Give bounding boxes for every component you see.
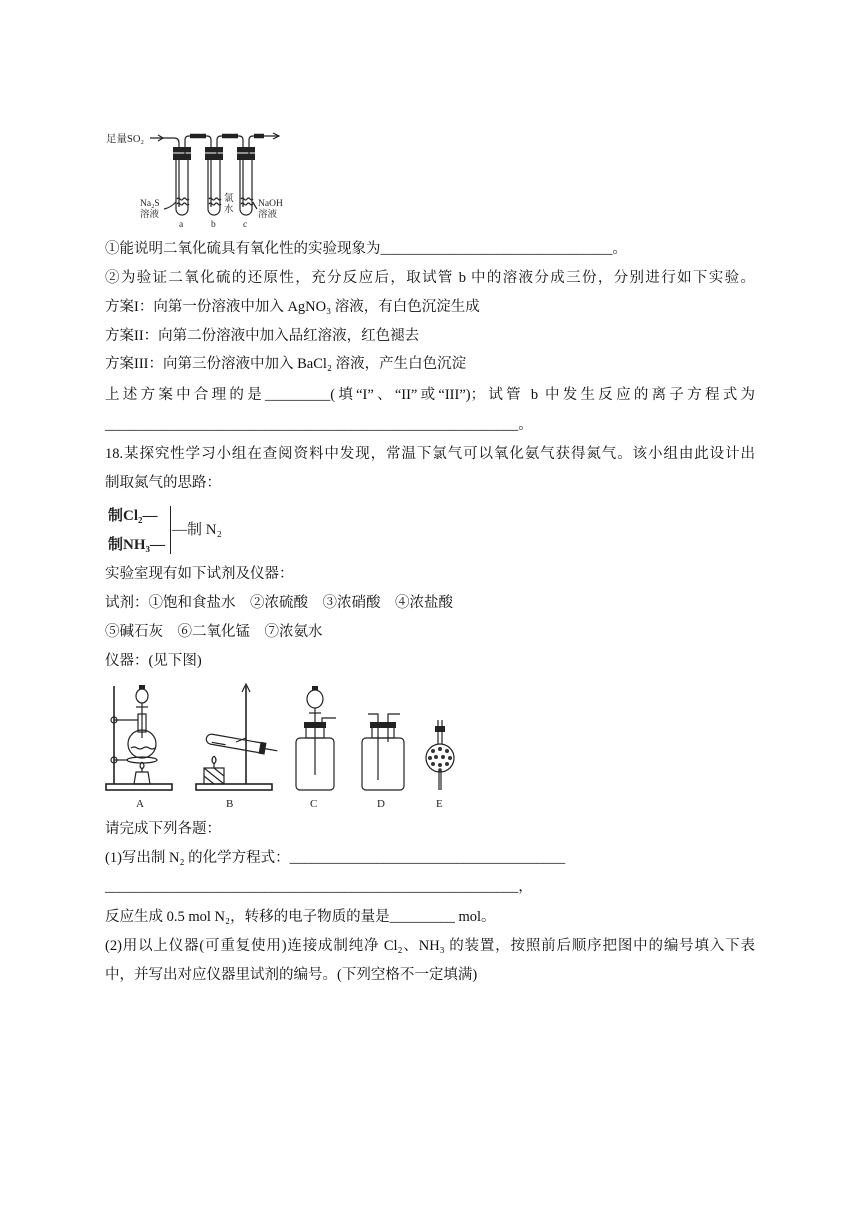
reagents-line2: ⑤碱石灰 ⑥二氧化锰 ⑦浓氨水	[105, 624, 323, 640]
tube-a-solution-name: Na₂S	[140, 199, 160, 209]
instruments-line: 仪器：(见下图)	[105, 653, 202, 669]
test-tube-b	[205, 147, 223, 215]
question-reasonable-plan: 上述方案中合理的是_________(填“I”、“II”或“III”)；试管 b 中发生反应的离子方程式为	[105, 387, 755, 403]
test-tube-a	[173, 147, 191, 215]
tube-c-solution-name: NaOH	[258, 199, 283, 209]
tube-label-c: c	[243, 220, 248, 230]
apparatus-label-e: E	[436, 798, 443, 810]
so2-apparatus-figure	[100, 125, 285, 230]
apparatus-label-d: D	[377, 798, 385, 810]
tube-a-pointer	[164, 202, 176, 209]
task1-line3: 反应生成 0.5 mol N₂，转移的电子物质的量是_________ mol。	[105, 909, 496, 925]
task1-line1: (1)写出制 N₂ 的化学方程式：______________________________________	[105, 850, 566, 866]
apparatus-a	[106, 685, 172, 790]
apparatus-b	[196, 684, 278, 790]
task1-line2: _________________________________________________________，	[105, 879, 533, 895]
ionic-equation-blank: _________________________________________________________。	[105, 417, 533, 433]
scheme-cl2: 制Cl₂—	[108, 508, 158, 524]
plan-2: 方案II：向第二份溶液中加入品红溶液，红色褪去	[105, 328, 420, 344]
task2-line2: 中，并写出对应仪器里试剂的编号。(下列空格不一定填满)	[105, 967, 478, 983]
scheme-bracket	[170, 506, 171, 554]
task2-line1: (2)用以上仪器(可重复使用)连接成制纯净 Cl₂、NH₃ 的装置，按照前后顺序把图中的编号填入下表	[105, 938, 755, 954]
apparatus-c	[296, 686, 336, 790]
question-oxidizing: ①能说明二氧化硫具有氧化性的实验现象为________________________________。	[105, 241, 627, 257]
apparatus-label-b: B	[226, 798, 234, 810]
materials-intro: 实验室现有如下试剂及仪器：	[105, 566, 294, 582]
tasks-intro: 请完成下列各题：	[105, 821, 221, 837]
apparatus-figure	[100, 680, 460, 815]
apparatus-e	[426, 720, 454, 790]
tube-c-solution-word: 溶液	[258, 210, 278, 220]
reagents-line1: 试剂：①饱和食盐水 ②浓硫酸 ③浓硝酸 ④浓盐酸	[105, 595, 453, 611]
apparatus-d	[362, 714, 404, 790]
q18-stem-line1: 18.某探究性学习小组在查阅资料中发现，常温下氯气可以氧化氨气获得氮气。该小组由此设计出	[105, 446, 755, 462]
inlet-pipe	[150, 135, 179, 207]
q18-stem-line2: 制取氮气的思路：	[105, 475, 221, 491]
plan-1: 方案I：向第一份溶液中加入 AgNO₃ 溶液，有白色沉淀生成	[105, 299, 480, 315]
plan-3: 方案III：向第三份溶液中加入 BaCl₂ 溶液，产生白色沉淀	[105, 356, 467, 372]
tube-label-a: a	[179, 220, 184, 230]
apparatus-label-a: A	[136, 798, 144, 810]
tube-b-solution-char2: 水	[224, 205, 234, 215]
test-tube-c	[237, 147, 255, 215]
apparatus-label-c: C	[310, 798, 318, 810]
tube-b-solution-char1: 氯	[224, 194, 234, 204]
gas-inlet-label: 足量SO₂	[106, 134, 145, 145]
scheme-nh3: 制NH₃—	[108, 537, 165, 553]
connector-a-b	[185, 136, 211, 207]
tube-a-solution-word: 溶液	[140, 210, 160, 220]
tube-label-b: b	[211, 220, 216, 230]
question-reducing: ②为验证二氧化硫的还原性，充分反应后，取试管 b 中的溶液分成三份，分别进行如下实验。	[105, 270, 755, 286]
tube-c-pointer	[253, 202, 257, 209]
scheme-n2: —制 N₂	[172, 522, 222, 538]
